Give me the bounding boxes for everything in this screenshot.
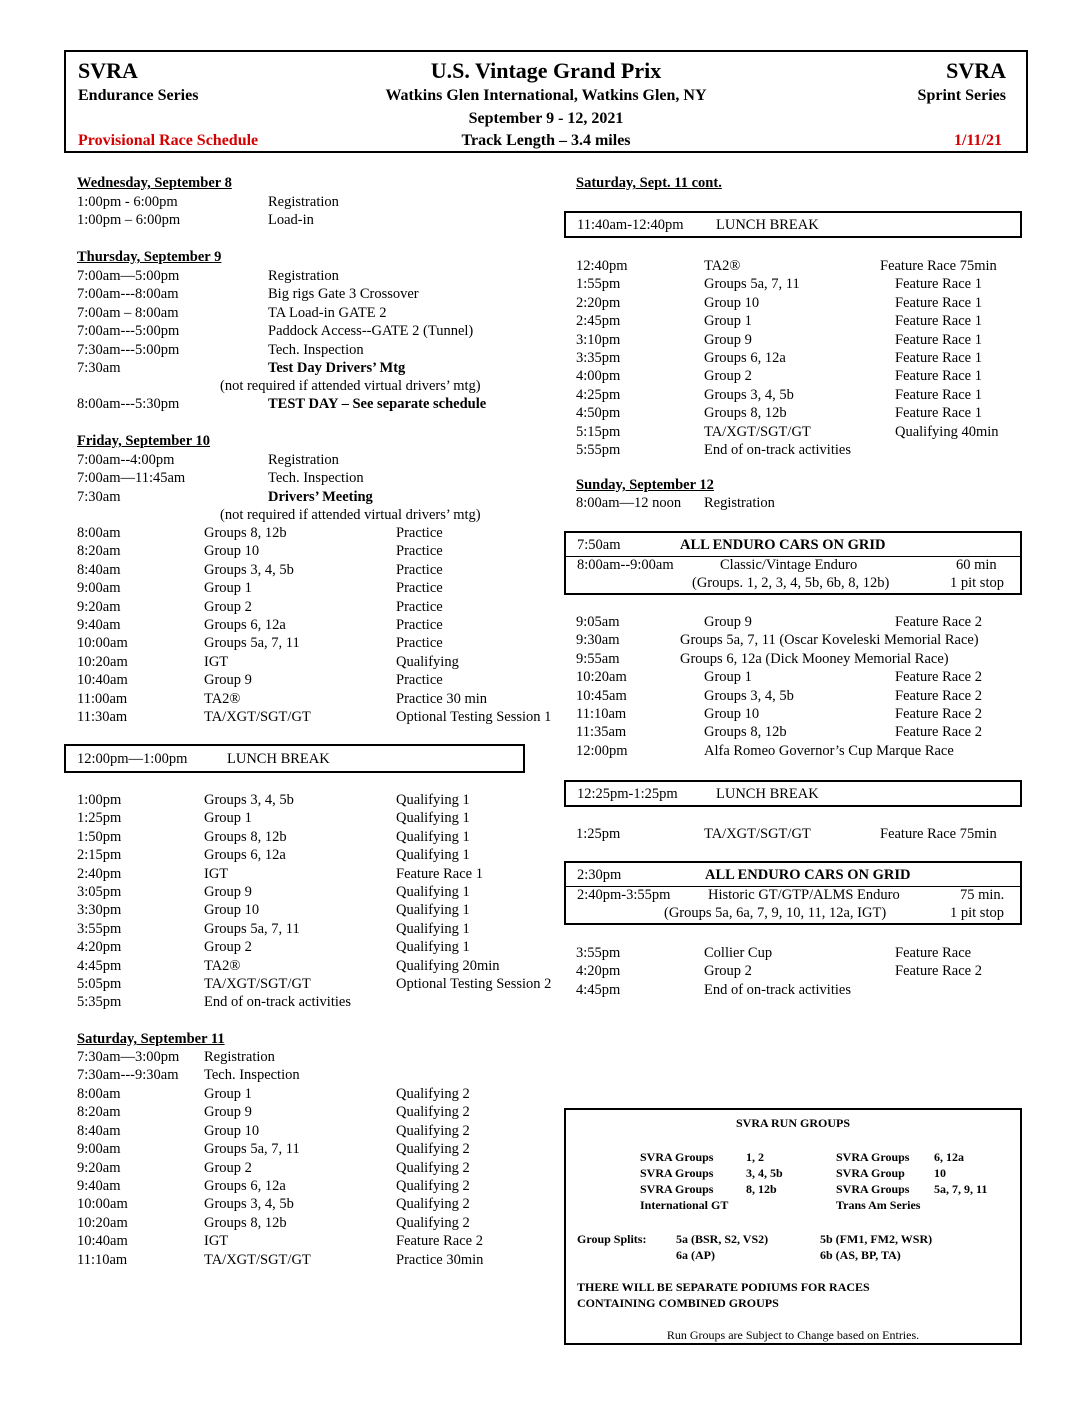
- session-group: Groups 8, 12b: [704, 724, 787, 741]
- session-group: Group 10: [704, 294, 760, 311]
- session-group: TA/XGT/SGT/GT: [204, 709, 311, 725]
- enduro2-name: Historic GT/GTP/ALMS Enduro: [708, 887, 900, 903]
- header-event-title: U.S. Vintage Grand Prix: [430, 58, 662, 83]
- enduro2-groups: (Groups 5a, 6a, 7, 9, 10, 11, 12a, IGT): [664, 905, 887, 921]
- session-group: TA Load-in GATE 2: [268, 304, 387, 321]
- session-time: 5:35pm: [77, 994, 122, 1011]
- session-time: 10:20am: [77, 1214, 128, 1231]
- session-type: Feature Race 2: [895, 724, 982, 741]
- session-group: Groups 3, 4, 5b: [204, 561, 294, 578]
- session-time: 8:00am: [77, 525, 121, 541]
- enduro1-time: 8:00am--9:00am: [577, 557, 674, 573]
- enduro2-time: 2:40pm-3:55pm: [577, 887, 671, 903]
- session-group: Group 10: [204, 1122, 260, 1139]
- sunday-lunch-box: [564, 780, 1022, 807]
- session-time: 7:00am—11:45am: [77, 470, 186, 487]
- wednesday-title: Wednesday, September 8: [77, 175, 232, 191]
- session-time: 8:40am: [77, 561, 121, 578]
- session-time: 10:40am: [77, 1233, 128, 1250]
- session-type: Feature Race 2: [396, 1233, 483, 1250]
- session-time: 3:55pm: [77, 920, 122, 937]
- session-time: 11:35am: [576, 724, 627, 741]
- session-group: Tech. Inspection: [268, 470, 364, 487]
- session-time: 5:15pm: [576, 423, 621, 440]
- session-time: 8:00am: [77, 1086, 121, 1102]
- session-group: Group 10: [704, 706, 760, 722]
- session-time: 1:55pm: [576, 276, 621, 293]
- session-group: Groups 3, 4, 5b: [704, 386, 794, 403]
- saturday-lunch-box: [564, 211, 1022, 238]
- session-time: 9:00am: [77, 580, 121, 597]
- session-group: Groups 6, 12a: [204, 617, 286, 633]
- run-group-numbers: 6, 12a: [934, 1150, 964, 1164]
- ta-race-session: Feature Race 75min: [880, 826, 997, 842]
- session-time: 9:55am: [576, 650, 620, 667]
- session-group: Big rigs Gate 3 Crossover: [268, 286, 419, 303]
- saturday-title: Saturday, September 11: [77, 1031, 225, 1047]
- session-group: Test Day Drivers’ Mtg: [268, 360, 406, 376]
- session-type: Feature Race: [895, 945, 972, 961]
- session-time: 3:35pm: [576, 350, 621, 366]
- session-type: Practice: [396, 561, 443, 578]
- header-dates: September 9 - 12, 2021: [468, 110, 624, 127]
- ta-race-group: TA/XGT/SGT/GT: [704, 826, 811, 842]
- enduro1-name: Classic/Vintage Enduro: [720, 557, 858, 573]
- session-time: 7:00am---8:00am: [77, 286, 179, 303]
- session-group: Groups 3, 4, 5b: [704, 687, 794, 704]
- session-group: Groups 5a, 7, 11 (Oscar Koveleski Memorial Race): [680, 632, 979, 649]
- podium-note-line-2: CONTAINING COMBINED GROUPS: [577, 1296, 779, 1310]
- session-time: 3:30pm: [77, 902, 122, 919]
- session-group: Groups 8, 12b: [204, 1214, 287, 1231]
- session-time: 7:00am—5:00pm: [77, 268, 180, 284]
- group-split-6a: 6a (AP): [676, 1248, 715, 1262]
- friday-lunch-box: [64, 744, 525, 773]
- session-type: Feature Race 1: [895, 368, 982, 385]
- session-type: Qualifying 1: [396, 810, 470, 827]
- session-type: Qualifying 2: [396, 1196, 470, 1213]
- session-time: 7:00am – 8:00am: [77, 304, 179, 321]
- session-group: Groups 3, 4, 5b: [204, 792, 294, 808]
- session-group: Registration: [268, 194, 339, 210]
- session-time: 4:20pm: [77, 939, 122, 956]
- session-type: Feature Race 1: [895, 350, 982, 366]
- session-type: Feature Race 2: [895, 963, 982, 980]
- session-type: Qualifying 1: [396, 920, 470, 937]
- friday-lunch-time: 12:00pm—1:00pm: [77, 751, 188, 767]
- session-time: 9:40am: [77, 1178, 121, 1194]
- run-group-numbers: 8, 12b: [746, 1182, 777, 1196]
- run-group-name: SVRA Groups: [836, 1150, 910, 1164]
- schedule-header: [64, 50, 1028, 153]
- session-type: Practice: [396, 635, 443, 652]
- session-group: IGT: [204, 865, 229, 882]
- session-group: Group 1: [204, 810, 252, 827]
- session-group: Groups 6, 12a: [204, 1178, 286, 1194]
- session-group: Groups 8, 12b: [704, 405, 787, 422]
- test-day-time: 8:00am---5:30pm: [77, 396, 180, 412]
- session-type: Qualifying 2: [396, 1159, 470, 1176]
- session-time: 4:45pm: [576, 981, 621, 998]
- session-time: 1:00pm: [77, 792, 122, 808]
- session-type: Practice 30min: [396, 1251, 484, 1268]
- enduro2-duration: 75 min.: [960, 887, 1005, 903]
- session-type: Qualifying: [396, 653, 459, 670]
- session-time: 4:20pm: [576, 963, 621, 980]
- group-split-6b: 6b (AS, BP, TA): [820, 1248, 901, 1262]
- session-time: 2:15pm: [77, 847, 122, 864]
- session-group: Group 1: [204, 1086, 252, 1102]
- session-time: 9:40am: [77, 617, 121, 633]
- session-type: Practice: [396, 672, 443, 689]
- run-group-numbers: 1, 2: [746, 1150, 764, 1164]
- session-group: Group 2: [704, 963, 752, 980]
- session-group: End of on-track activities: [204, 994, 351, 1011]
- session-time: 7:30am---5:00pm: [77, 341, 180, 358]
- enduro1-pit-stops: 1 pit stop: [950, 575, 1004, 591]
- session-time: 1:00pm – 6:00pm: [77, 212, 181, 229]
- session-time: 7:30am: [77, 488, 121, 505]
- session-type: Qualifying 2: [396, 1214, 470, 1231]
- session-time: 10:40am: [77, 672, 128, 689]
- session-time: 7:30am---9:30am: [77, 1067, 179, 1084]
- session-time: 4:45pm: [77, 957, 122, 974]
- test-day-label: TEST DAY – See separate schedule: [268, 396, 487, 412]
- session-time: 1:50pm: [77, 828, 122, 845]
- run-group-numbers: 10: [934, 1166, 946, 1180]
- enduro1-grid-time: 7:50am: [577, 537, 621, 553]
- session-type: Optional Testing Session 1: [396, 709, 552, 725]
- session-time: 10:45am: [576, 687, 627, 704]
- friday-meeting-note: (not required if attended virtual drivers’ mtg): [220, 507, 481, 523]
- session-time: 10:00am: [77, 1196, 128, 1213]
- session-time: 11:00am: [77, 690, 128, 707]
- session-type: Practice: [396, 598, 443, 615]
- session-group: Paddock Access--GATE 2 (Tunnel): [268, 323, 474, 340]
- session-type: Qualifying 1: [396, 884, 470, 900]
- session-group: TA/XGT/SGT/GT: [204, 1251, 311, 1268]
- podium-note-line-1: THERE WILL BE SEPARATE PODIUMS FOR RACES: [577, 1280, 870, 1294]
- session-time: 9:20am: [77, 598, 121, 615]
- session-type: Practice: [396, 617, 443, 633]
- session-time: 10:20am: [77, 653, 128, 670]
- session-type: Feature Race 1: [895, 331, 982, 348]
- session-time: 1:00pm - 6:00pm: [77, 194, 178, 210]
- session-type: Feature Race 1: [396, 865, 483, 882]
- session-type: Qualifying 20min: [396, 957, 500, 974]
- session-group: Group 1: [704, 313, 752, 330]
- session-time: 9:00am: [77, 1141, 121, 1158]
- session-group: Groups 5a, 7, 11: [204, 635, 300, 652]
- session-group: Registration: [204, 1049, 275, 1065]
- session-time: 9:20am: [77, 1159, 121, 1176]
- run-groups-footer: Run Groups are Subject to Change based on Entries.: [666, 1328, 920, 1342]
- sunday-registration-time: 8:00am—12 noon: [576, 495, 682, 511]
- header-right-title: SVRA: [946, 58, 1006, 83]
- enduro1-groups: (Groups. 1, 2, 3, 4, 5b, 6b, 8, 12b): [692, 575, 890, 591]
- session-type: Qualifying 2: [396, 1122, 470, 1139]
- session-type: Qualifying 1: [396, 792, 470, 808]
- session-group: Groups 6, 12a: [704, 350, 786, 366]
- sunday-lunch-label: LUNCH BREAK: [716, 786, 819, 802]
- session-group: Group 1: [704, 669, 752, 686]
- session-group: Groups 6, 12a (Dick Mooney Memorial Race): [680, 650, 949, 667]
- session-group: Group 2: [204, 598, 252, 615]
- saturday-cont-title: Saturday, Sept. 11 cont.: [576, 175, 722, 191]
- session-type: Qualifying 1: [396, 939, 470, 956]
- session-type: Qualifying 1: [396, 847, 470, 864]
- session-time: 9:30am: [576, 632, 620, 649]
- session-group: Group 2: [204, 939, 252, 956]
- session-group: TA/XGT/SGT/GT: [204, 976, 311, 992]
- session-group: Group 9: [204, 1104, 252, 1121]
- session-time: 12:00pm: [576, 742, 628, 759]
- session-time: 3:10pm: [576, 331, 621, 348]
- session-group: TA2®: [204, 690, 241, 707]
- session-type: Feature Race 2: [895, 614, 982, 630]
- run-group-numbers: 3, 4, 5b: [746, 1166, 783, 1180]
- session-group: Group 9: [204, 884, 252, 900]
- friday-title: Friday, September 10: [77, 433, 211, 449]
- session-group: Groups 5a, 7, 11: [704, 276, 800, 293]
- session-time: 5:55pm: [576, 442, 621, 458]
- session-group: Group 9: [704, 331, 752, 348]
- session-type: Practice 30 min: [396, 690, 488, 707]
- session-group: Groups 3, 4, 5b: [204, 1196, 294, 1213]
- group-split-5b: 5b (FM1, FM2, WSR): [820, 1232, 933, 1246]
- session-time: 2:20pm: [576, 294, 621, 311]
- session-time: 8:40am: [77, 1122, 121, 1139]
- session-group: Tech. Inspection: [268, 341, 364, 358]
- session-group: Groups 6, 12a: [204, 847, 286, 864]
- run-group-name: International GT: [640, 1198, 729, 1212]
- run-group-name: Trans Am Series: [836, 1198, 921, 1212]
- session-group: Load-in: [268, 212, 314, 229]
- session-type: Qualifying 40min: [895, 423, 999, 440]
- thursday-meeting-note: (not required if attended virtual drivers’ mtg): [220, 378, 481, 394]
- session-group: Groups 5a, 7, 11: [204, 920, 300, 937]
- session-type: Practice: [396, 543, 443, 560]
- session-time: 5:05pm: [77, 976, 122, 992]
- run-groups-box: [564, 1108, 1022, 1345]
- header-left-title: SVRA: [78, 58, 138, 83]
- session-type: Qualifying 2: [396, 1178, 470, 1194]
- session-type: Feature Race 2: [895, 669, 982, 686]
- thursday-title: Thursday, September 9: [77, 249, 222, 265]
- session-group: IGT: [204, 653, 229, 670]
- session-group: Alfa Romeo Governor’s Cup Marque Race: [704, 742, 954, 759]
- session-time: 3:55pm: [576, 945, 621, 961]
- header-left-series: Endurance Series: [78, 87, 199, 104]
- session-type: Feature Race 75min: [880, 258, 997, 274]
- enduro2-grid-time: 2:30pm: [577, 867, 622, 883]
- session-type: Optional Testing Session 2: [396, 976, 552, 992]
- ta-race-time: 1:25pm: [576, 826, 621, 842]
- header-venue: Watkins Glen International, Watkins Glen, NY: [385, 87, 707, 104]
- session-time: 9:05am: [576, 614, 620, 630]
- session-time: 7:30am—3:00pm: [77, 1049, 180, 1065]
- session-time: 1:25pm: [77, 810, 122, 827]
- group-splits-label: Group Splits:: [577, 1232, 647, 1246]
- session-group: Group 9: [704, 614, 752, 630]
- session-type: Feature Race 2: [895, 706, 982, 722]
- run-group-numbers: 5a, 7, 9, 11: [934, 1182, 988, 1196]
- enduro2-grid-label: ALL ENDURO CARS ON GRID: [705, 867, 911, 883]
- session-group: Group 9: [204, 672, 252, 689]
- session-type: Qualifying 1: [396, 902, 470, 919]
- session-time: 7:00am---5:00pm: [77, 323, 180, 340]
- run-group-name: SVRA Groups: [640, 1182, 714, 1196]
- historic-enduro-box: [564, 861, 1022, 925]
- header-track-length: Track Length – 3.4 miles: [461, 132, 631, 149]
- session-time: 4:00pm: [576, 368, 621, 385]
- session-time: 4:25pm: [576, 386, 621, 403]
- saturday-lunch-label: LUNCH BREAK: [716, 217, 819, 233]
- run-group-name: SVRA Groups: [836, 1182, 910, 1196]
- session-group: IGT: [204, 1233, 229, 1250]
- friday-lunch-label: LUNCH BREAK: [227, 751, 330, 767]
- session-time: 11:30am: [77, 709, 128, 725]
- session-type: Feature Race 1: [895, 405, 982, 422]
- session-time: 7:00am--4:00pm: [77, 452, 175, 468]
- header-right-series: Sprint Series: [917, 87, 1006, 104]
- session-time: 11:10am: [576, 706, 627, 722]
- session-group: Group 2: [204, 1159, 252, 1176]
- sunday-registration-label: Registration: [704, 495, 775, 511]
- session-group: Groups 8, 12b: [204, 828, 287, 845]
- session-group: Drivers’ Meeting: [268, 488, 373, 505]
- session-time: 7:30am: [77, 360, 121, 376]
- session-time: 8:20am: [77, 543, 121, 560]
- sunday-title: Sunday, September 12: [576, 477, 714, 493]
- session-type: Practice: [396, 580, 443, 597]
- session-group: Group 10: [204, 902, 260, 919]
- sunday-lunch-time: 12:25pm-1:25pm: [577, 786, 678, 802]
- session-type: Qualifying 2: [396, 1086, 470, 1102]
- session-group: Tech. Inspection: [204, 1067, 300, 1084]
- group-split-5a: 5a (BSR, S2, VS2): [676, 1232, 769, 1246]
- session-group: End of on-track activities: [704, 981, 851, 998]
- session-group: Groups 8, 12b: [204, 525, 287, 541]
- session-type: Practice: [396, 525, 443, 541]
- session-time: 4:50pm: [576, 405, 621, 422]
- session-group: Group 10: [204, 543, 260, 560]
- session-time: 2:45pm: [576, 313, 621, 330]
- enduro1-duration: 60 min: [956, 557, 997, 573]
- session-type: Qualifying 1: [396, 828, 470, 845]
- session-type: Feature Race 1: [895, 276, 982, 293]
- session-time: 10:20am: [576, 669, 627, 686]
- session-time: 3:05pm: [77, 884, 122, 900]
- run-groups-title: SVRA RUN GROUPS: [735, 1116, 850, 1130]
- session-time: 2:40pm: [77, 865, 122, 882]
- run-group-name: SVRA Groups: [640, 1166, 714, 1180]
- session-time: 11:10am: [77, 1251, 128, 1268]
- session-type: Feature Race 1: [895, 386, 982, 403]
- session-time: 12:40pm: [576, 258, 628, 274]
- run-group-name: SVRA Groups: [640, 1150, 714, 1164]
- session-group: Registration: [268, 268, 339, 284]
- header-provisional-label: Provisional Race Schedule: [78, 132, 259, 149]
- session-group: Registration: [268, 452, 339, 468]
- session-time: 10:00am: [77, 635, 128, 652]
- session-time: 8:20am: [77, 1104, 121, 1121]
- saturday-lunch-time: 11:40am-12:40pm: [577, 217, 684, 233]
- session-group: TA/XGT/SGT/GT: [704, 423, 811, 440]
- session-type: Feature Race 1: [895, 313, 982, 330]
- session-group: End of on-track activities: [704, 442, 851, 458]
- session-type: Qualifying 2: [396, 1141, 470, 1158]
- session-group: Group 2: [704, 368, 752, 385]
- session-group: TA2®: [704, 258, 741, 274]
- session-type: Qualifying 2: [396, 1104, 470, 1121]
- header-revision-date: 1/11/21: [953, 132, 1002, 149]
- session-group: Groups 5a, 7, 11: [204, 1141, 300, 1158]
- run-group-name: SVRA Group: [836, 1166, 905, 1180]
- session-group: Collier Cup: [704, 945, 773, 961]
- session-group: Group 1: [204, 580, 252, 597]
- session-type: Feature Race 1: [895, 294, 982, 311]
- enduro1-grid-label: ALL ENDURO CARS ON GRID: [680, 537, 886, 553]
- session-type: Feature Race 2: [895, 687, 982, 704]
- enduro2-pit-stops: 1 pit stop: [950, 905, 1004, 921]
- classic-enduro-box: [564, 531, 1022, 595]
- session-group: TA2®: [204, 957, 241, 974]
